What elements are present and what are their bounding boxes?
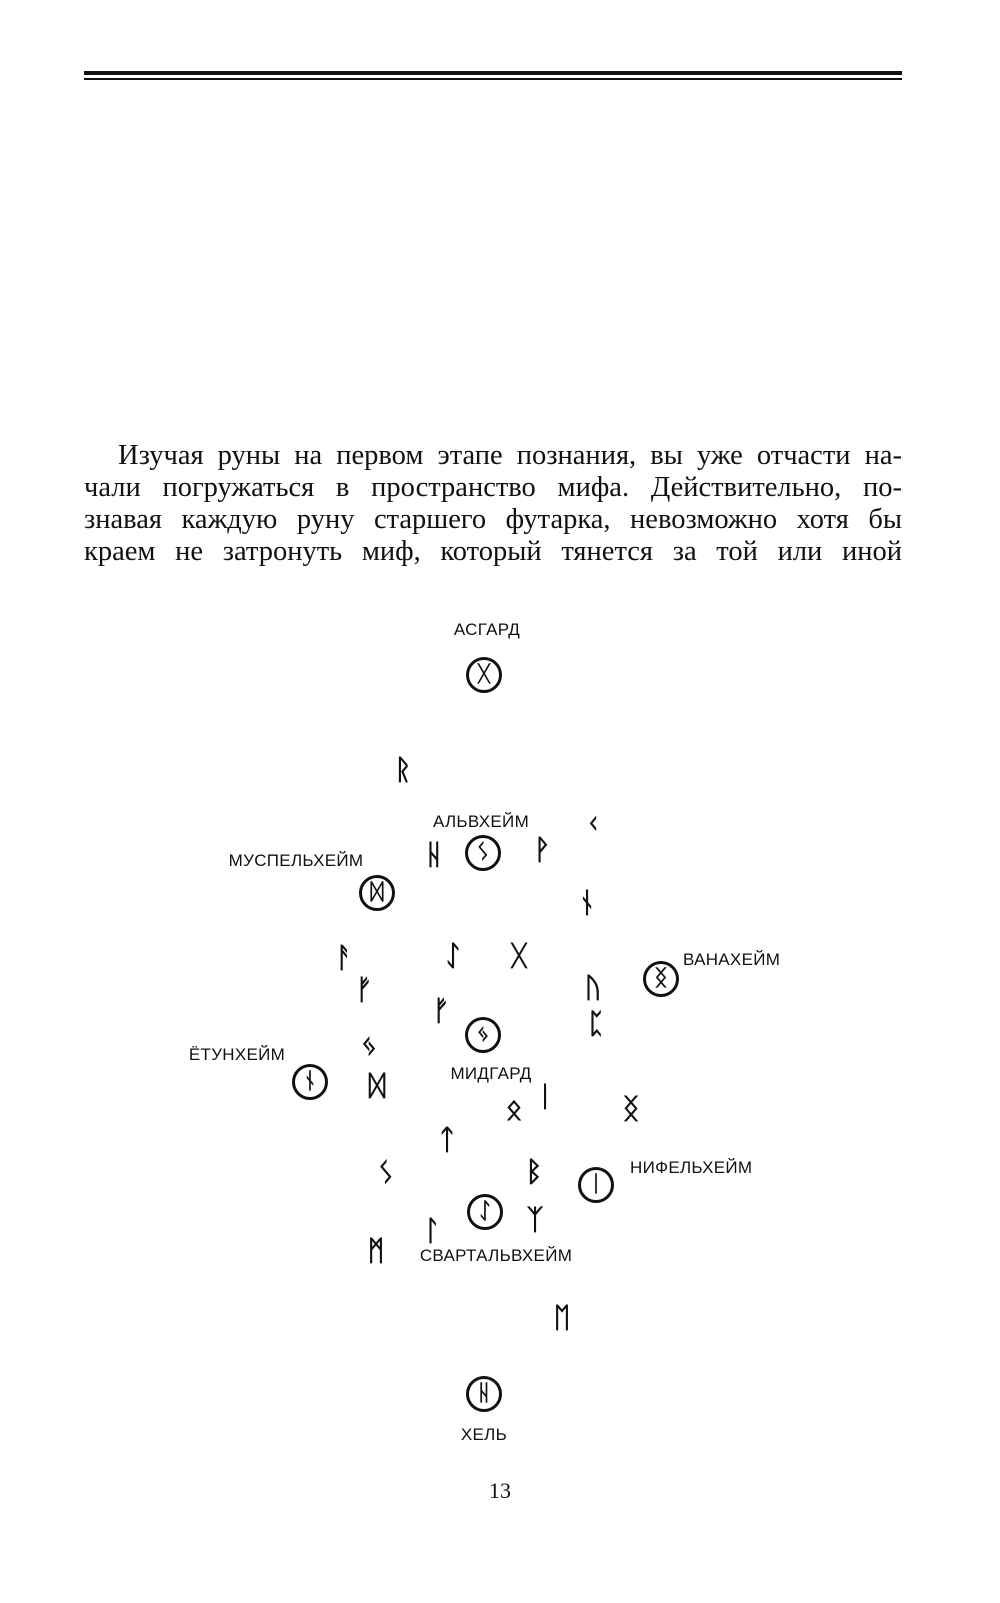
realm-label-vanaheim: ВАНАХЕЙМ	[683, 950, 781, 969]
rune-ansuz: ᚨ	[335, 941, 353, 974]
rune-ehwaz: ᛖ	[553, 1301, 571, 1334]
rune-ingwaz: ᛝ	[622, 1092, 640, 1125]
realm-label-niflheim: НИФЕЛЬХЕЙМ	[630, 1158, 753, 1177]
realm-label-jotunheim: ЁТУНХЕЙМ	[188, 1045, 286, 1064]
rune-fehu-left: ᚠ	[355, 973, 373, 1006]
realm-circle-asgard: ᚷ	[466, 657, 502, 693]
rune-dagaz: ᛞ	[368, 1069, 386, 1102]
realm-circle-svartalfheim: ᛇ	[467, 1194, 503, 1230]
rune-othala: ᛟ	[505, 1093, 523, 1126]
rune-jera: ᛃ	[360, 1029, 378, 1062]
realm-label-svartalfheim: СВАРТАЛЬВХЕЙМ	[419, 1246, 573, 1265]
realm-circle-hel: ᚺ	[466, 1376, 502, 1412]
realm-circle-muspelheim: ᛞ	[359, 875, 395, 911]
realm-label-alfheim: АЛЬВХЕЙМ	[432, 812, 530, 831]
realm-circle-vanaheim: ᛝ	[643, 961, 679, 997]
rune-hagalaz-upper: ᚺ	[425, 838, 443, 871]
header-rule-thick	[84, 71, 902, 75]
rune-kenaz: ᚲ	[584, 807, 602, 840]
realm-label-midgard: МИДГАРД	[450, 1064, 532, 1083]
rune-laguz: ᛚ	[423, 1214, 441, 1247]
rune-berkano: ᛒ	[525, 1155, 543, 1188]
rune-raido: ᚱ	[394, 753, 412, 786]
rune-perthro: ᛈ	[587, 1007, 605, 1040]
realm-label-muspelheim: МУСПЕЛЬХЕЙМ	[228, 851, 364, 870]
rune-mannaz: ᛗ	[367, 1234, 385, 1267]
realm-label-hel: ХЕЛЬ	[460, 1425, 508, 1444]
paragraph-line-4: краем не затронуть миф, который тянется за той или иной	[84, 536, 902, 567]
realm-circle-alfheim: ᛊ	[465, 835, 501, 871]
realm-label-asgard: АСГАРД	[453, 620, 521, 639]
paragraph-line-1: Изучая руны на первом этапе познания, вы уже отчасти на-	[118, 440, 902, 471]
rune-eihwaz-upper: ᛇ	[444, 939, 462, 972]
page-number: 13	[489, 1478, 511, 1503]
rune-algiz: ᛉ	[526, 1203, 544, 1236]
rune-wunjo: ᚹ	[533, 833, 551, 866]
realm-circle-midgard: ᛃ	[465, 1017, 501, 1053]
paragraph-line-3: знавая каждую руну старшего футарка, невозможно хотя бы	[84, 504, 902, 535]
paragraph-line-2: чали погружаться в пространство мифа. Действительно, по-	[84, 472, 902, 503]
rune-gebo: ᚷ	[510, 939, 528, 972]
rune-isa: ᛁ	[536, 1080, 554, 1113]
rune-sowilo: ᛊ	[377, 1156, 395, 1189]
header-rule-thin	[84, 78, 902, 80]
realm-circle-jotunheim: ᚾ	[292, 1064, 328, 1100]
rune-naudiz: ᚾ	[578, 886, 596, 919]
realm-circle-niflheim: ᛁ	[578, 1167, 614, 1203]
body-paragraph	[84, 440, 902, 568]
rune-uruz: ᚢ	[584, 971, 602, 1004]
rune-tiwaz: ᛏ	[438, 1123, 456, 1156]
rune-fehu-center: ᚠ	[432, 994, 450, 1027]
